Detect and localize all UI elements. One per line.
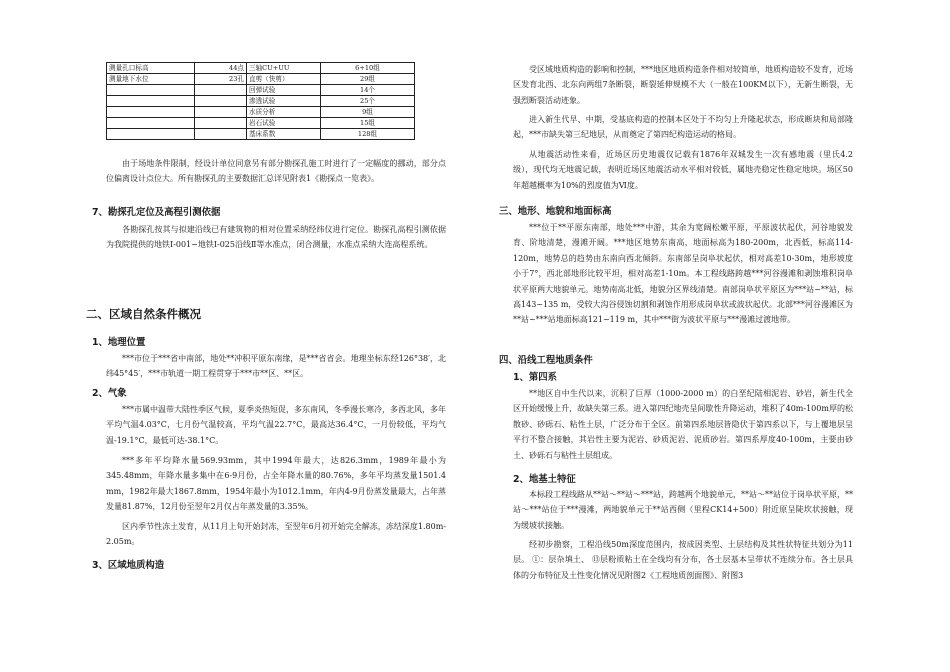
subsection-foundation-soil-title: 2、地基土特征 — [513, 474, 576, 485]
paragraph-borehole-relocation: 由于场地条件限制，经设计单位同意另有部分勘探孔施工时进行了一定幅度的挪动，部分点位偏离设计点位大。所有勘探孔的主要数据汇总详见附表1《勘探点一览表》。 — [106, 159, 446, 184]
table-cell — [195, 85, 247, 96]
table-cell: 基床系数 — [247, 129, 321, 140]
table-cell — [195, 129, 247, 140]
table-cell: 6+10组 — [321, 63, 415, 74]
table-cell: 直剪（快剪） — [247, 74, 321, 85]
table-cell — [107, 118, 195, 129]
paragraph-regional-structure: 受区域地质构造的影响和控制，***地区地质构造条件相对较简单，地质构造较不发育，近场区发育北西、北东向两组7条断裂，断裂延伸规模不大（一般在100KM以下），无新生断裂，无强烈断裂活动迹象。 — [513, 65, 853, 105]
section-4-title: 四、沿线工程地质条件 — [499, 355, 593, 366]
table-cell: 44点 — [195, 63, 247, 74]
table-cell — [195, 118, 247, 129]
table-cell — [107, 129, 195, 140]
subsection-geography-title: 1、地理位置 — [92, 337, 146, 348]
table-cell — [195, 96, 247, 107]
table-cell: 14个 — [321, 85, 415, 96]
table-cell: 岩石试验 — [247, 118, 321, 129]
table-cell: 29组 — [321, 74, 415, 85]
paragraph-quaternary: **地区自中生代以来，沉积了巨厚（1000-2000 m）的白垩纪陆相泥岩、砂岩，新生代全区开始缓慢上升，故缺失第三系。进入第四纪地壳呈间歇性升降运动，堆积了40m-100m厚的松散砂、砂砾石、粘性土层，广泛分布于全区。前第四系地层皆隐伏于第四系以下，与上覆地层呈平行不整合接触，其岩性主要为泥岩、砂质泥岩、泥质砂岩。第四系厚度40-100m，主要由砂土、砂砾石与粘性土层组成。 — [513, 389, 853, 460]
table-cell: 测量孔口标高 — [107, 63, 195, 74]
table-cell: 128组 — [321, 129, 415, 140]
table-row — [107, 74, 415, 85]
paragraph-cenozoic-uplift: 进入新生代早、中期，受基底构造的控制本区处于不均匀上升隆起状态，形成断块和局部隆起，***市缺失第三纪地层，从而奠定了第四纪构造运动的格局。 — [513, 115, 853, 140]
paragraph-section-7: 各勘探孔按其与拟建沿线已有建筑物的相对位置采纳经纬仪进行定位。勘探孔高程引测依据为我院提供的地铁Ⅰ-001~地铁Ⅰ-025沿线Ⅱ等水准点，闭合测量，水准点采纳大连高程系统。 — [106, 225, 446, 250]
subsection-quaternary-title: 1、第四系 — [513, 372, 558, 383]
section-7-title: 7、勘探孔定位及高程引测依据 — [92, 207, 221, 218]
table-cell: 回弹试验 — [247, 85, 321, 96]
table-cell — [107, 107, 195, 118]
table-cell: 测量地下水位 — [107, 74, 195, 85]
paragraph-soil-layers: 经初步勘察，工程沿线50m深度范围内，按成因类型、土层结构及其性状特征共划分为11层。 ①：层杂填土、 ⑬层粉质粘土在全线均有分布，各土层基本呈带状不连续分布。各土层具体的分布特征及土性变化情况见附图2《工程地质剖面图》、附图3 — [513, 540, 853, 580]
table-cell: 渗透试验 — [247, 96, 321, 107]
table-row — [107, 96, 415, 107]
subsection-climate-title: 2、气象 — [92, 388, 127, 399]
table-cell: 9组 — [321, 107, 415, 118]
paragraph-route-landforms: 本标段工程线路从**站～**站～***站，跨越两个地貌单元，**站～**站位于岗阜状平原，**站～***站位于***漫滩，两地貌单元于**站西侧（里程CK14+500）附近原呈陡坎状接触，现为缓坡状接触。 — [513, 490, 853, 530]
table-cell — [107, 85, 195, 96]
table-cell — [107, 96, 195, 107]
chapter-2-title: 二、区域自然条件概况 — [86, 307, 201, 321]
table-cell: 23孔 — [195, 74, 247, 85]
table-row — [107, 63, 415, 74]
table-row — [107, 107, 415, 118]
paragraph-climate-frost: 区内季节性冻土发育，从11月上旬开始封冻，至翌年6月初开始完全解冻，冻结深度1.80m-2.05m。 — [106, 522, 446, 547]
table-cell: 三轴CU+UU — [247, 63, 321, 74]
table-cell: 15组 — [321, 118, 415, 129]
table-row — [107, 118, 415, 129]
subsection-geology-title: 3、区域地质构造 — [92, 560, 165, 571]
table-cell — [195, 107, 247, 118]
paragraph-climate-temperature: ***市属中温带大陆性季区气候，夏季炎热短促，多东南风，冬季漫长寒冷，多西北风，多年平均气温4.03°C，七月份气温较高，平均气温22.7°C，最高达36.4°C，一月份较低，平均气温-19.1°C，最低可达-38.1°C。 — [106, 405, 446, 445]
paragraph-seismicity: 从地震活动性来看，近场区历史地震仅记载有1876年双城发生一次有感地震（里氏4.2级），现代均无地震记载，表明近场区地震活动水平相对较低，属地壳稳定性稳定地块。场区50年超越概率为10%的烈度值为Ⅵ度。 — [513, 150, 853, 190]
section-3-title: 三、地形、地貌和地面标高 — [499, 206, 612, 217]
table-cell: 水质分析 — [247, 107, 321, 118]
survey-quantity-table — [106, 62, 415, 140]
table-cell: 25个 — [321, 96, 415, 107]
paragraph-climate-precipitation: ***多年平均降水量569.93mm，其中1994年最大，达826.3mm，1989年最小为345.48mm，年降水量多集中在6-9月份，占全年降水量的80.76%，多年平均蒸发量1501.4 mm，1982年最大1867.8mm，1954年最小为1012.1mm，年内4-9月份蒸发量最大，占年蒸发量81.87%，12月份至翌年2月仅占年蒸发量的3.35%。 — [106, 456, 446, 512]
table-row — [107, 129, 415, 140]
paragraph-geography: ***市位于***省中南部，地处**冲积平原东南缘，是***省省会。地理坐标东经126°38′，北纬45°45′，***市轨道一期工程贯穿于***市**区、**区。 — [106, 354, 446, 379]
paragraph-terrain: ***位于**平原东南部，地处***中游，其余为宽阔松嫩平原，平原波状起伏，河谷地貌发育、阶地清楚，漫滩开阔。***地区地势东南高，地面标高为180-200m，北西低，标高114-120m，地势总的趋势由东南向西北倾斜。东南部呈岗阜状起伏，相对高差10-30m，地形坡度小于7°，西北部地形比较平坦，相对高差1-10m。本工程线路跨越***河谷漫滩和剥蚀堆积岗阜状平原两大地貌单元。地势南高北低，地貌分区界线清楚。南部岗阜状平原区为***站~**站，标高143~135 m，受较大沟谷侵蚀切割和剥蚀作用形成岗阜状或波状起伏。北部***河谷漫滩区为**站~***站地面标高121~119 m，其中***街为波状平原与***漫滩过渡地带。 — [513, 223, 853, 325]
table-row — [107, 85, 415, 96]
